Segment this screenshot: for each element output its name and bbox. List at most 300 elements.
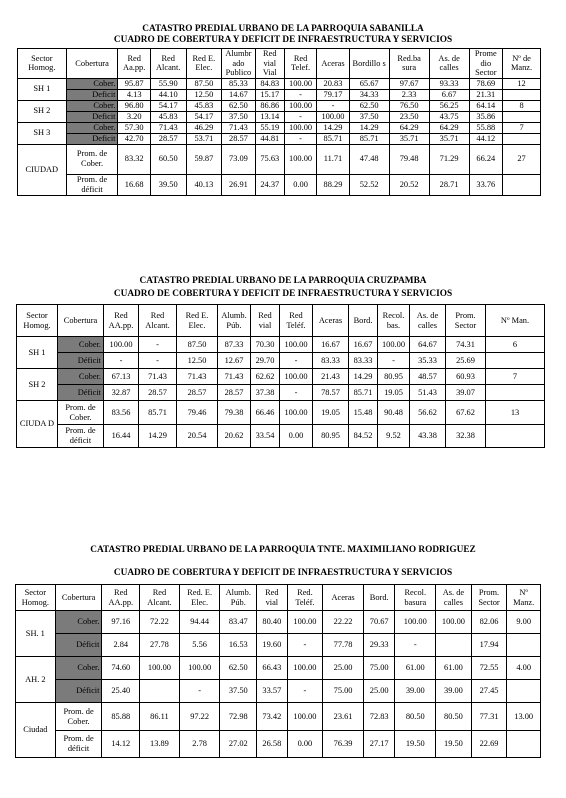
column-header: Alumb. Púb. <box>218 305 251 337</box>
value-cell: 46.29 <box>186 122 222 133</box>
column-header: Cobertura <box>55 585 102 611</box>
total-row <box>18 144 541 174</box>
table-row <box>18 78 541 89</box>
value-cell: 22.22 <box>323 611 364 634</box>
column-header: Red Aa.pp. <box>118 49 150 79</box>
value-cell: 35.71 <box>389 133 429 144</box>
value-cell: 39.00 <box>436 680 472 703</box>
value-cell: 16.44 <box>104 425 139 448</box>
manzanas-cell: 27 <box>503 144 541 174</box>
value-cell: 90.48 <box>378 401 410 425</box>
value-cell: 71.43 <box>150 122 186 133</box>
value-cell: 25.40 <box>102 680 140 703</box>
value-cell: 64.14 <box>469 100 502 111</box>
table-maximiliano <box>15 584 541 758</box>
value-cell: 100.00 <box>284 144 316 174</box>
value-cell: 72.55 <box>471 657 507 680</box>
value-cell: 80.50 <box>395 703 436 731</box>
value-cell: 37.50 <box>349 111 389 122</box>
table-row <box>18 133 541 144</box>
value-cell: 55.19 <box>255 122 284 133</box>
value-cell: 20.83 <box>317 78 349 89</box>
sector-name: SH. 1 <box>16 611 56 657</box>
value-cell: 62.62 <box>251 369 280 385</box>
sabanilla-body <box>18 49 541 196</box>
sector-name: SH 2 <box>17 369 58 401</box>
value-cell: 9.52 <box>378 425 410 448</box>
value-cell: 82.06 <box>471 611 507 634</box>
value-cell: 67.62 <box>446 401 486 425</box>
value-cell: 20.54 <box>177 425 218 448</box>
column-header: Nº Manz. <box>507 585 541 611</box>
column-header: Red Alcant. <box>139 305 177 337</box>
table-row <box>18 111 541 122</box>
value-cell: 34.33 <box>349 89 389 100</box>
value-cell: 86.11 <box>140 703 180 731</box>
empty-cell <box>507 731 541 758</box>
total-name: CIUDA D <box>17 401 58 448</box>
column-header: Red E. Elec. <box>177 305 218 337</box>
coverage-label: Cober. <box>58 369 104 385</box>
average-label: Prom. de Cober. <box>66 144 118 174</box>
value-cell: 37.50 <box>220 680 257 703</box>
value-cell: 76.50 <box>389 100 429 111</box>
value-cell: 62.50 <box>222 100 255 111</box>
value-cell: 80.95 <box>313 425 349 448</box>
value-cell: 94.44 <box>179 611 220 634</box>
column-header: Aceras <box>313 305 349 337</box>
value-cell: - <box>280 353 313 369</box>
manzanas-cell: 8 <box>503 100 541 111</box>
value-cell: 23.50 <box>389 111 429 122</box>
value-cell: 16.53 <box>220 634 257 657</box>
value-cell: 28.71 <box>429 174 469 195</box>
value-cell: 21.43 <box>313 369 349 385</box>
sector-name: SH 3 <box>18 122 67 144</box>
average-label: Prom. de déficit <box>66 174 118 195</box>
value-cell: 19.50 <box>395 731 436 758</box>
value-cell: 78.57 <box>313 385 349 401</box>
coverage-label: Cober. <box>66 78 118 89</box>
value-cell: 100.00 <box>140 657 180 680</box>
block1-title: CATASTRO PREDIAL URBANO DE LA PARROQUIA SABANILLA <box>142 24 424 34</box>
value-cell: 48.57 <box>410 369 446 385</box>
value-cell: - <box>317 100 349 111</box>
column-header: Red AA.pp. <box>104 305 139 337</box>
column-header: Red vial <box>251 305 280 337</box>
value-cell: 16.67 <box>313 337 349 353</box>
column-header: Sector Homog. <box>18 49 67 79</box>
header-row <box>18 49 541 79</box>
value-cell: 19.05 <box>313 401 349 425</box>
value-cell: 28.57 <box>177 385 218 401</box>
block3-title: CATASTRO PREDIAL URBANO DE LA PARROQUIA TNTE. MAXIMILIANO RODRIGUEZ <box>90 545 476 555</box>
column-header: Aceras <box>323 585 364 611</box>
value-cell: 100.00 <box>104 337 139 353</box>
value-cell: 85.71 <box>349 133 389 144</box>
value-cell: 29.33 <box>363 634 395 657</box>
value-cell: 97.16 <box>102 611 140 634</box>
column-header: Prom. Sector <box>446 305 486 337</box>
column-header: Alumb. Púb. <box>220 585 257 611</box>
value-cell: 100.00 <box>395 611 436 634</box>
value-cell: 100.00 <box>284 100 316 111</box>
value-cell: 78.69 <box>469 78 502 89</box>
header-row <box>17 305 545 337</box>
value-cell: - <box>395 634 436 657</box>
value-cell: 0.00 <box>287 731 323 758</box>
total-name: CIUDAD <box>18 144 67 195</box>
manzanas-cell: 4.00 <box>507 657 541 680</box>
sector-name: AH. 2 <box>16 657 56 703</box>
coverage-label: Cober. <box>55 611 102 634</box>
value-cell: 100.00 <box>317 111 349 122</box>
value-cell: 17.94 <box>471 634 507 657</box>
manzanas-cell: 7 <box>503 122 541 133</box>
value-cell: 3.20 <box>118 111 150 122</box>
value-cell: 100.00 <box>179 657 220 680</box>
value-cell: 95.87 <box>118 78 150 89</box>
value-cell: 75.63 <box>255 144 284 174</box>
column-header: Red Alcant. <box>150 49 186 79</box>
value-cell: 37.50 <box>222 111 255 122</box>
manzanas-cell: 6 <box>486 337 545 353</box>
value-cell: 83.33 <box>313 353 349 369</box>
column-header: Recol. basura <box>395 585 436 611</box>
value-cell: - <box>139 353 177 369</box>
value-cell: 6.67 <box>429 89 469 100</box>
value-cell: - <box>378 353 410 369</box>
empty-cell <box>503 111 541 122</box>
value-cell: 25.00 <box>323 657 364 680</box>
value-cell: 12.67 <box>218 353 251 369</box>
table-row <box>16 657 541 680</box>
value-cell: 44.12 <box>469 133 502 144</box>
column-header: Nº Man. <box>486 305 545 337</box>
value-cell: 88.29 <box>317 174 349 195</box>
value-cell: 19.05 <box>378 385 410 401</box>
value-cell: 97.22 <box>179 703 220 731</box>
value-cell: 35.71 <box>429 133 469 144</box>
value-cell: 25.69 <box>446 353 486 369</box>
value-cell: 85.88 <box>102 703 140 731</box>
value-cell: 22.69 <box>471 731 507 758</box>
table-cruzpamba <box>16 304 545 448</box>
value-cell: 40.13 <box>186 174 222 195</box>
empty-cell <box>507 680 541 703</box>
value-cell: 13.14 <box>255 111 284 122</box>
column-header: Alumbr ado Publico <box>222 49 255 79</box>
value-cell: 14.29 <box>349 369 378 385</box>
total-row <box>16 703 541 731</box>
value-cell: 2.84 <box>102 634 140 657</box>
value-cell: 19.60 <box>257 634 288 657</box>
value-cell: - <box>179 680 220 703</box>
table-row <box>17 385 545 401</box>
value-cell: 86.86 <box>255 100 284 111</box>
value-cell: 13.89 <box>140 731 180 758</box>
value-cell: 96.80 <box>118 100 150 111</box>
empty-cell <box>486 425 545 448</box>
value-cell: - <box>284 133 316 144</box>
manzanas-cell: 7 <box>486 369 545 385</box>
value-cell: 65.67 <box>349 78 389 89</box>
value-cell: 83.47 <box>220 611 257 634</box>
value-cell: 80.40 <box>257 611 288 634</box>
block2-subtitle: CUADRO DE COBERTURA Y DEFICIT DE INFRAESTRUCTURA Y SERVICIOS <box>113 289 453 299</box>
column-header: Prome dio Sector <box>469 49 502 79</box>
value-cell: 87.50 <box>186 78 222 89</box>
coverage-label: Cober. <box>58 337 104 353</box>
value-cell: 27.45 <box>471 680 507 703</box>
value-cell: 55.88 <box>469 122 502 133</box>
table-row <box>17 353 545 369</box>
manzanas-cell: 9.00 <box>507 611 541 634</box>
column-header: Red vial Vial <box>255 49 284 79</box>
table-row <box>18 122 541 133</box>
value-cell: 70.67 <box>363 611 395 634</box>
value-cell: 24.37 <box>255 174 284 195</box>
column-header: Recol. bas. <box>378 305 410 337</box>
value-cell: 73.42 <box>257 703 288 731</box>
manzanas-cell: 13.00 <box>507 703 541 731</box>
value-cell: 71.43 <box>177 369 218 385</box>
value-cell: 85.71 <box>317 133 349 144</box>
value-cell: 29.70 <box>251 353 280 369</box>
value-cell: 71.43 <box>222 122 255 133</box>
value-cell: 60.50 <box>150 144 186 174</box>
value-cell: 72.83 <box>363 703 395 731</box>
value-cell: 23.61 <box>323 703 364 731</box>
table-row <box>18 100 541 111</box>
value-cell: 79.48 <box>389 144 429 174</box>
value-cell: 12.50 <box>186 89 222 100</box>
column-header: Red Alcant. <box>140 585 180 611</box>
table-row <box>18 89 541 100</box>
column-header: Aceras <box>317 49 349 79</box>
column-header: Red Teléf. <box>280 305 313 337</box>
value-cell: 33.54 <box>251 425 280 448</box>
value-cell: 83.32 <box>118 144 150 174</box>
value-cell: 27.02 <box>220 731 257 758</box>
value-cell: 32.87 <box>104 385 139 401</box>
value-cell: 100.00 <box>280 401 313 425</box>
block3-subtitle: CUADRO DE COBERTURA Y DEFICIT DE INFRAESTRUCTURA Y SERVICIOS <box>113 568 453 578</box>
value-cell: 39.00 <box>395 680 436 703</box>
value-cell: 28.57 <box>222 133 255 144</box>
value-cell: 14.12 <box>102 731 140 758</box>
value-cell: 5.56 <box>179 634 220 657</box>
column-header: Red E. Elec. <box>186 49 222 79</box>
value-cell <box>436 634 472 657</box>
value-cell: 61.00 <box>436 657 472 680</box>
coverage-label: Déficit <box>58 353 104 369</box>
value-cell: 35.33 <box>410 353 446 369</box>
value-cell: 44.81 <box>255 133 284 144</box>
value-cell: - <box>280 385 313 401</box>
value-cell: 51.43 <box>410 385 446 401</box>
table-row <box>16 634 541 657</box>
value-cell: 47.48 <box>349 144 389 174</box>
value-cell: 76.39 <box>323 731 364 758</box>
column-header: Bord. <box>363 585 395 611</box>
value-cell: 20.52 <box>389 174 429 195</box>
value-cell: 100.00 <box>287 703 323 731</box>
column-header: Bordillo s <box>349 49 389 79</box>
value-cell: 33.76 <box>469 174 502 195</box>
total-row <box>17 425 545 448</box>
value-cell: 61.00 <box>395 657 436 680</box>
value-cell: 37.38 <box>251 385 280 401</box>
value-cell: 66.46 <box>251 401 280 425</box>
value-cell: 53.71 <box>186 133 222 144</box>
value-cell: 75.00 <box>323 680 364 703</box>
value-cell: 0.00 <box>280 425 313 448</box>
average-label: Prom. de déficit <box>58 425 104 448</box>
coverage-label: Cober. <box>55 657 102 680</box>
column-header: Red.ba sura <box>389 49 429 79</box>
sector-name: SH 2 <box>18 100 67 122</box>
value-cell: 45.83 <box>150 111 186 122</box>
column-header: Red AA.pp. <box>102 585 140 611</box>
value-cell: 72.98 <box>220 703 257 731</box>
total-row <box>17 401 545 425</box>
value-cell: 39.07 <box>446 385 486 401</box>
value-cell: 75.00 <box>363 657 395 680</box>
value-cell: 32.38 <box>446 425 486 448</box>
column-header: Red. Teléf. <box>287 585 323 611</box>
average-label: Prom. de déficit <box>55 731 102 758</box>
value-cell: 21.31 <box>469 89 502 100</box>
value-cell: 74.60 <box>102 657 140 680</box>
value-cell: 28.57 <box>139 385 177 401</box>
value-cell: 79.17 <box>317 89 349 100</box>
value-cell: 85.33 <box>222 78 255 89</box>
value-cell: 15.17 <box>255 89 284 100</box>
value-cell: 52.52 <box>349 174 389 195</box>
value-cell: 66.43 <box>257 657 288 680</box>
column-header: As. de calles <box>436 585 472 611</box>
value-cell: - <box>284 89 316 100</box>
value-cell: 62.50 <box>220 657 257 680</box>
value-cell: 54.17 <box>150 100 186 111</box>
value-cell: 79.46 <box>177 401 218 425</box>
table-row <box>17 369 545 385</box>
value-cell: 83.33 <box>349 353 378 369</box>
value-cell: 100.00 <box>280 369 313 385</box>
value-cell: 16.67 <box>349 337 378 353</box>
coverage-label: Déficit <box>55 634 102 657</box>
value-cell: - <box>287 680 323 703</box>
value-cell: 83.56 <box>104 401 139 425</box>
coverage-label: Déficit <box>55 680 102 703</box>
value-cell: 12.50 <box>177 353 218 369</box>
value-cell: 64.29 <box>389 122 429 133</box>
value-cell: 79.38 <box>218 401 251 425</box>
value-cell: 27.17 <box>363 731 395 758</box>
value-cell: 87.33 <box>218 337 251 353</box>
value-cell: 2.33 <box>389 89 429 100</box>
value-cell: 62.50 <box>349 100 389 111</box>
value-cell: 0.00 <box>284 174 316 195</box>
value-cell: 100.00 <box>378 337 410 353</box>
value-cell: 14.29 <box>349 122 389 133</box>
empty-cell <box>486 353 545 369</box>
value-cell: 42.70 <box>118 133 150 144</box>
maximiliano-body <box>16 585 541 758</box>
value-cell: 67.13 <box>104 369 139 385</box>
value-cell: 77.78 <box>323 634 364 657</box>
coverage-label: Deficit <box>66 111 118 122</box>
value-cell: 56.25 <box>429 100 469 111</box>
table-row <box>16 611 541 634</box>
manzanas-cell: 13 <box>486 401 545 425</box>
value-cell: 100.00 <box>436 611 472 634</box>
column-header: Prom. Sector <box>471 585 507 611</box>
table-row <box>16 680 541 703</box>
value-cell: 73.09 <box>222 144 255 174</box>
value-cell: 100.00 <box>284 78 316 89</box>
column-header: Red Telef. <box>284 49 316 79</box>
empty-cell <box>486 385 545 401</box>
value-cell: 80.50 <box>436 703 472 731</box>
value-cell: 71.29 <box>429 144 469 174</box>
block1-subtitle: CUADRO DE COBERTURA Y DEFICIT DE INFRAESTRUCTURA Y SERVICIOS <box>113 35 453 45</box>
value-cell: 100.00 <box>280 337 313 353</box>
coverage-label: Deficit <box>66 89 118 100</box>
sector-name: SH 1 <box>17 337 58 369</box>
value-cell: 43.38 <box>410 425 446 448</box>
total-row <box>16 731 541 758</box>
value-cell: 59.87 <box>186 144 222 174</box>
value-cell: - <box>284 111 316 122</box>
column-header: Sector Homog. <box>16 585 56 611</box>
block2-title: CATASTRO PREDIAL URBANO DE LA PARROQUIA CRUZPAMBA <box>139 276 427 286</box>
value-cell: 64.67 <box>410 337 446 353</box>
value-cell: - <box>139 337 177 353</box>
column-header: As. de calles <box>410 305 446 337</box>
value-cell: 80.95 <box>378 369 410 385</box>
empty-cell <box>507 634 541 657</box>
value-cell: 85.71 <box>349 385 378 401</box>
value-cell: 25.00 <box>363 680 395 703</box>
column-header: As. de calles <box>429 49 469 79</box>
coverage-label: Deficit <box>66 133 118 144</box>
value-cell: 28.57 <box>218 385 251 401</box>
value-cell: 14.67 <box>222 89 255 100</box>
value-cell: 77.31 <box>471 703 507 731</box>
empty-cell <box>503 89 541 100</box>
column-header: Red. E. Elec. <box>179 585 220 611</box>
value-cell: 57.30 <box>118 122 150 133</box>
value-cell: 97.67 <box>389 78 429 89</box>
value-cell: 60.93 <box>446 369 486 385</box>
value-cell: 14.29 <box>317 122 349 133</box>
value-cell: 66.24 <box>469 144 502 174</box>
column-header: Red vial <box>257 585 288 611</box>
value-cell: 93.33 <box>429 78 469 89</box>
value-cell: 20.62 <box>218 425 251 448</box>
column-header: Nº de Manz. <box>503 49 541 79</box>
empty-cell <box>503 133 541 144</box>
value-cell <box>140 680 180 703</box>
average-label: Prom. de Cober. <box>58 401 104 425</box>
value-cell: 71.43 <box>218 369 251 385</box>
value-cell: 4.13 <box>118 89 150 100</box>
value-cell: 28.57 <box>150 133 186 144</box>
column-header: Bord. <box>349 305 378 337</box>
value-cell: 19.50 <box>436 731 472 758</box>
